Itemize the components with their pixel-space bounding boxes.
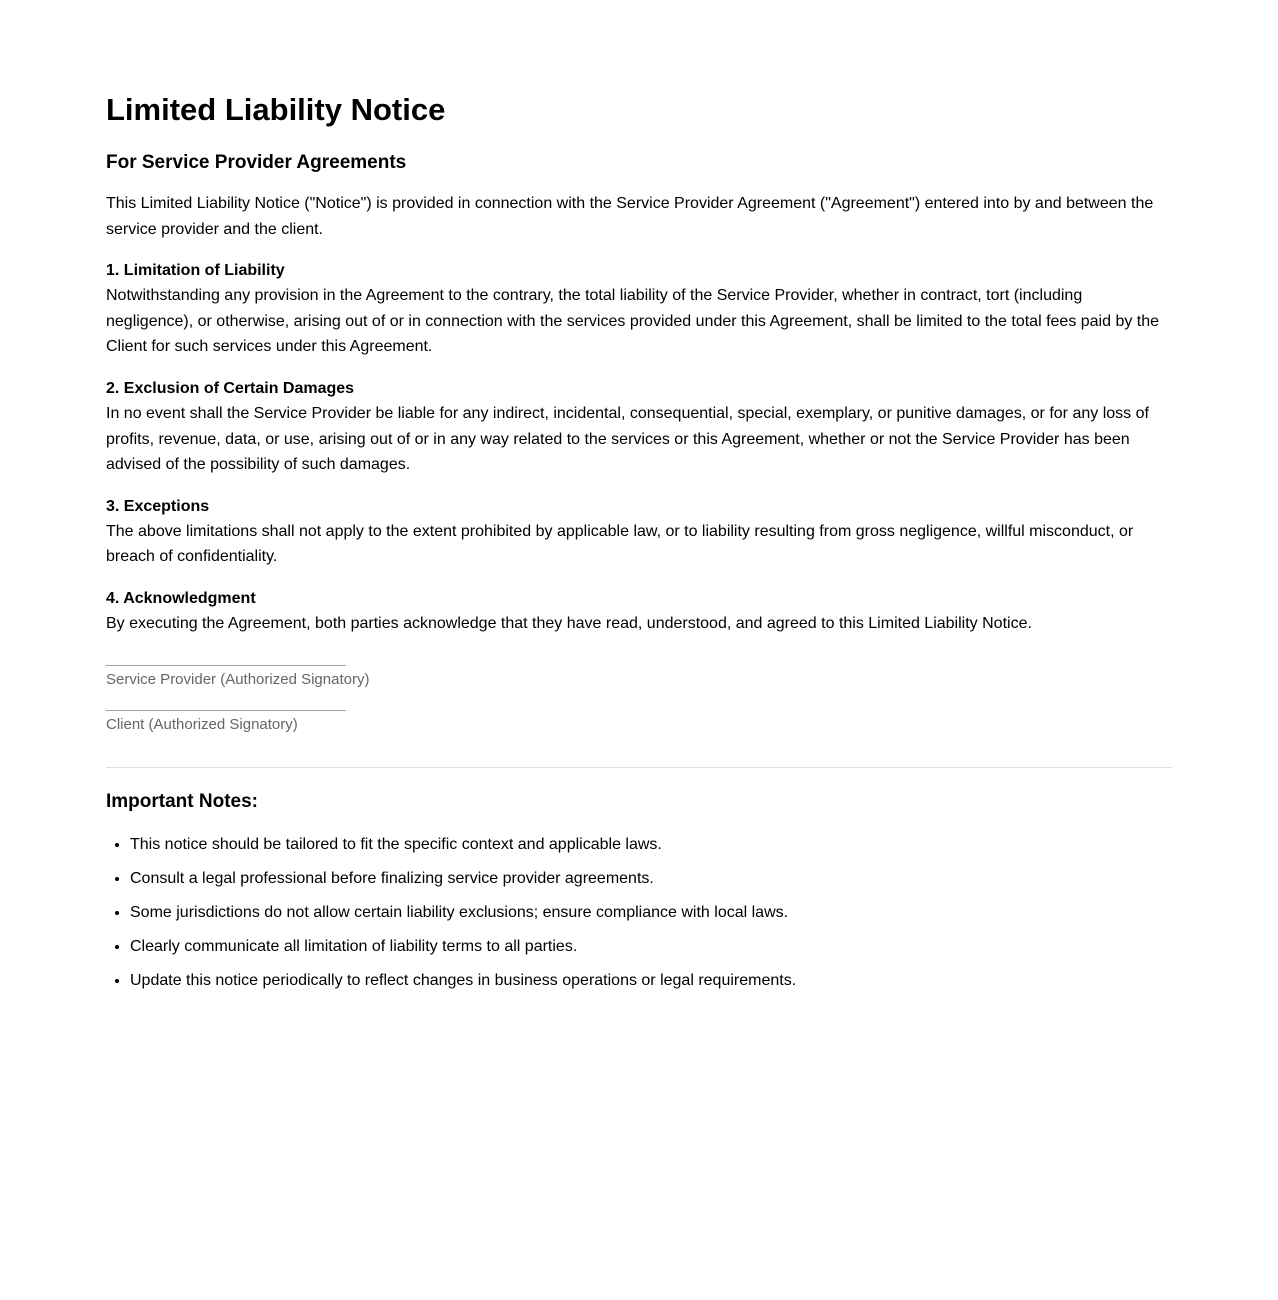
signature-line <box>106 710 346 711</box>
list-item: • Some jurisdictions do not allow certain liability exclusions; ensure compliance with local laws. <box>130 902 1172 924</box>
section-divider <box>106 767 1172 768</box>
section-title: 1. Limitation of Liability <box>106 262 285 280</box>
section-title: 4. Acknowledgment <box>106 589 256 607</box>
signature-block-service-provider <box>106 665 1172 690</box>
signature-line <box>106 665 346 666</box>
section-exclusion-of-damages <box>106 376 1172 478</box>
section-exceptions <box>106 494 1172 570</box>
list-item: • Clearly communicate all limitation of liability terms to all parties. <box>130 936 1172 958</box>
section-body: Notwithstanding any provision in the Agreement to the contrary, the total liability of the Service Provider, whether in contract, tort (including negligence), or otherwise, arising out of or in connection with the services provided under this Agreement, shall be limited to the total fees paid by the Client for such services under this Agreement. <box>106 287 1160 356</box>
section-body: By executing the Agreement, both parties acknowledge that they have read, understood, and agreed to this Limited Liability Notice. <box>106 614 1032 632</box>
section-body: In no event shall the Service Provider be liable for any indirect, incidental, consequential, special, exemplary, or punitive damages, or for any loss of profits, revenue, data, or use, arising out of or in any way related to the services or this Agreement, whether or not the Service Provider has been advised of the possibility of such damages. <box>106 404 1149 474</box>
signature-label: Service Provider (Authorized Signatory) <box>106 670 370 688</box>
section-title: 2. Exclusion of Certain Damages <box>106 379 355 397</box>
signature-area <box>106 665 1172 735</box>
list-item: • This notice should be tailored to fit the specific context and applicable laws. <box>130 834 1172 856</box>
notes-list <box>106 834 1172 992</box>
list-item: • Update this notice periodically to reflect changes in business operations or legal requirements. <box>130 970 1172 992</box>
section-title: 3. Exceptions <box>106 497 210 515</box>
section-limitation-of-liability <box>106 258 1172 360</box>
intro-paragraph: This Limited Liability Notice ("Notice") is provided in connection with the Service Provider Agreement ("Agreement") entered into by and between the service provider and the client. <box>106 195 1154 238</box>
list-item: • Consult a legal professional before finalizing service provider agreements. <box>130 868 1172 890</box>
section-body: The above limitations shall not apply to the extent prohibited by applicable law, or to liability resulting from gross negligence, willful misconduct, or breach of confidentiality. <box>106 522 1134 566</box>
document-title: Limited Liability Notice <box>106 92 446 127</box>
section-acknowledgment <box>106 586 1172 637</box>
document-subtitle: For Service Provider Agreements <box>106 152 407 173</box>
signature-label: Client (Authorized Signatory) <box>106 715 298 733</box>
notes-heading: Important Notes: <box>106 790 258 812</box>
signature-block-client <box>106 710 1172 735</box>
